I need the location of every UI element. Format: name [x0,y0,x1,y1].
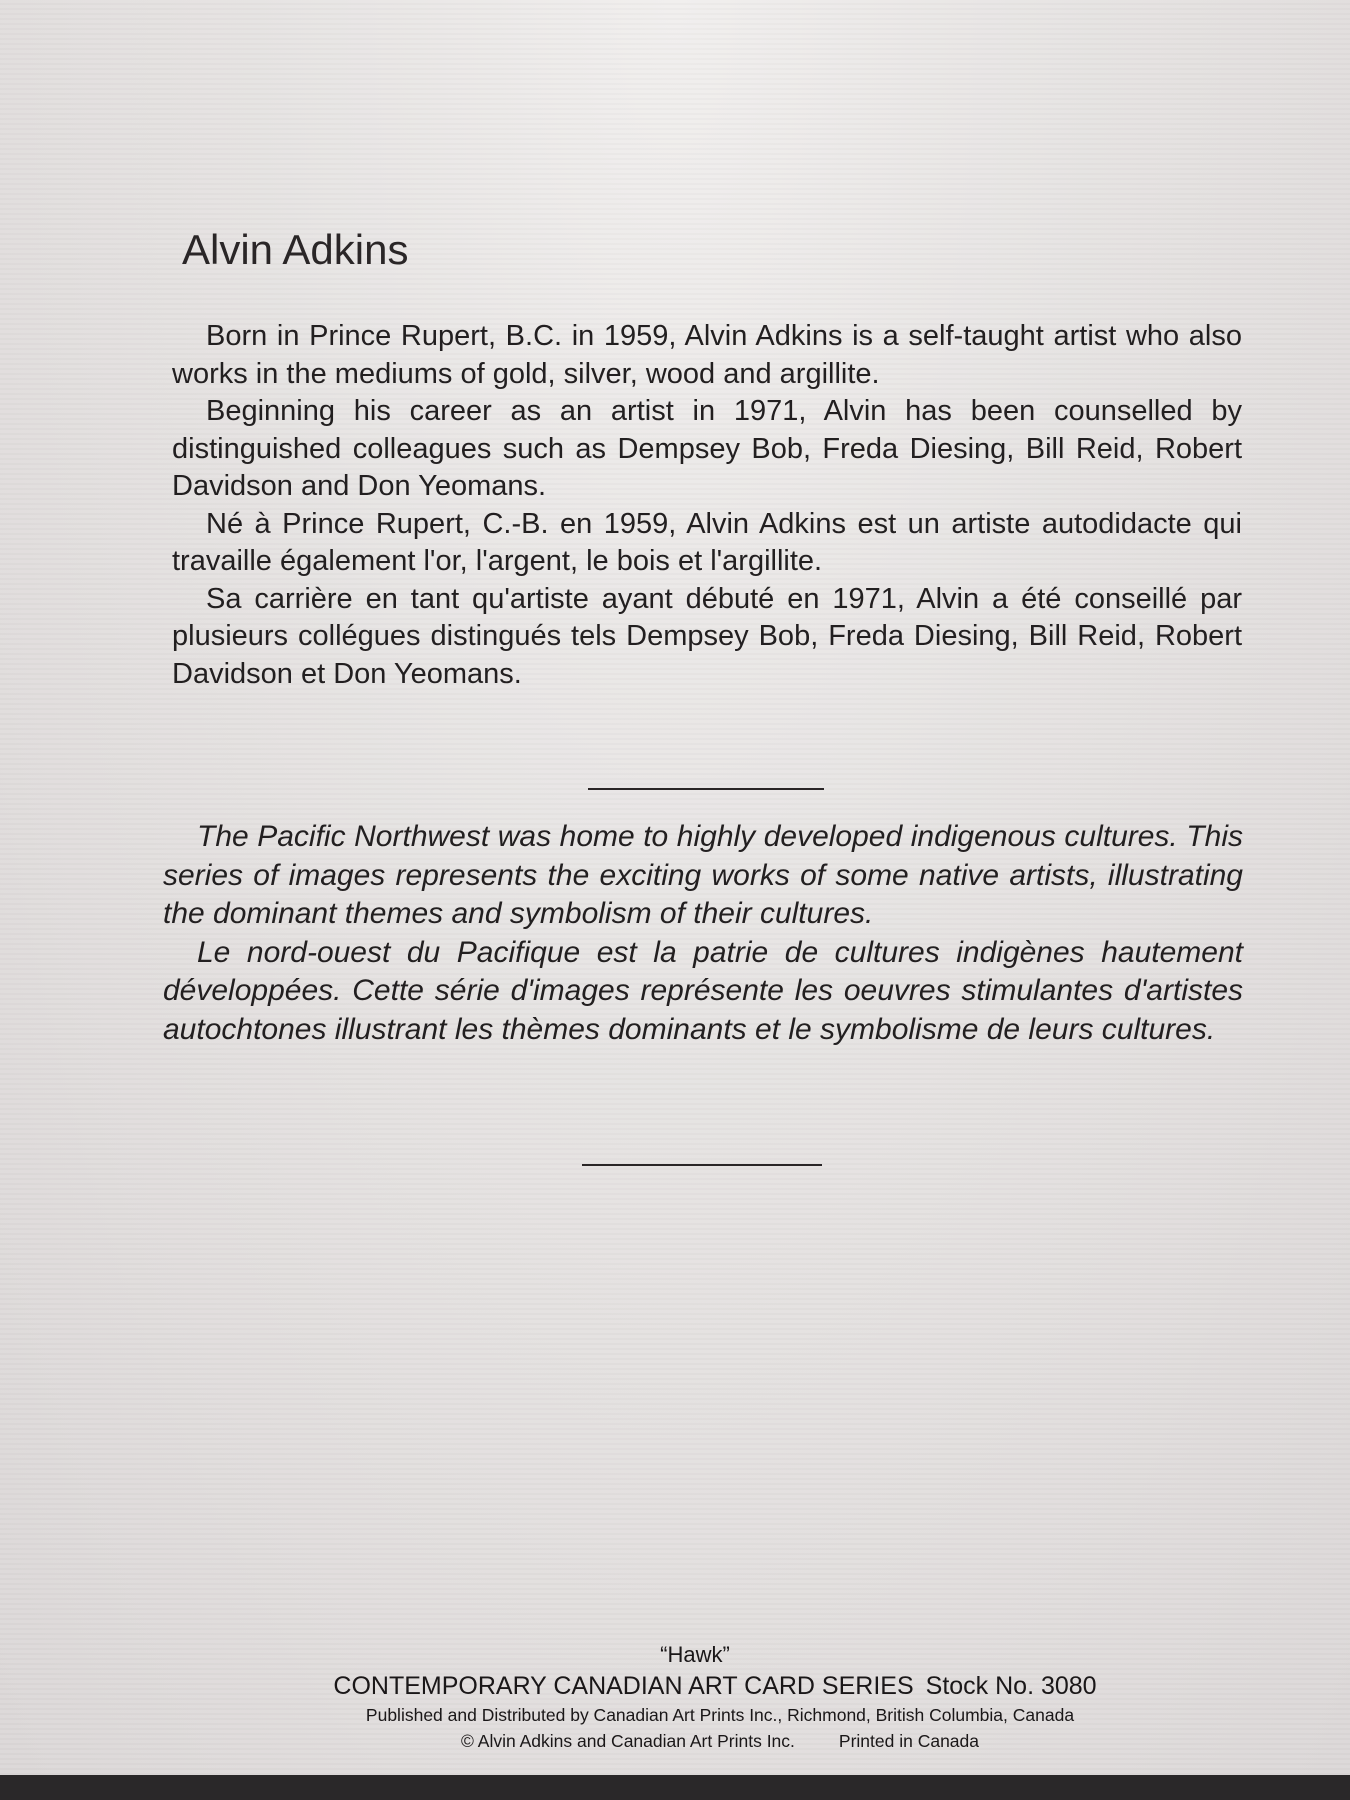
bio-paragraph-english-2: Beginning his career as an artist in 1971, Alvin has been counselled by distinguished colleagues such as Dempsey Bob, Freda Diesing, Bill Reid, Robert Davidson and Don Yeomans. [172,395,1242,502]
bio-paragraph-french-2: Sa carrière en tant qu'artiste ayant débuté en 1971, Alvin a été conseillé par plusieurs collégues distingués tels Dempsey Bob, Freda Diesing, Bill Reid, Robert Davidson et Don Yeomans. [172,582,1242,690]
series-line [80,1670,1350,1702]
card-footer [0,1640,1350,1754]
series-intro-english: The Pacific Northwest was home to highly developed indigenous cultures. This series of images represents the exciting works of some native artists, illustrating the dominant themes and symbolism of their cultures. [163,820,1243,930]
divider-line [582,1164,822,1166]
bio-paragraph-english-1: Born in Prince Rupert, B.C. in 1959, Alvin Adkins is a self-taught artist who also works in the mediums of gold, silver, wood and argillite. [172,320,1242,390]
series-name: CONTEMPORARY CANADIAN ART CARD SERIES [333,1672,914,1700]
divider-line [588,788,824,790]
copyright-line: © Alvin Adkins and Canadian Art Prints Inc. [460,1731,795,1751]
series-intro-french: Le nord-ouest du Pacifique est la patrie de cultures indigènes hautement développées. Cette série d'images représente les oeuvres stimulantes d'artistes autochtones illustrant les thèmes dominants et le symbolisme de leurs cultures. [163,935,1243,1046]
publisher-line: Published and Distributed by Canadian Art Prints Inc., Richmond, British Columbia, Canada [365,1705,1075,1725]
artist-name-heading: Alvin Adkins [182,226,409,273]
printed-in-label: Printed in Canada [838,1731,980,1751]
artist-biography [172,318,1242,693]
artwork-title: “Hawk” [660,1642,730,1667]
stock-number: Stock No. 3080 [925,1672,1097,1700]
card-bottom-edge [0,1775,1350,1800]
copyright-line-row [90,1728,1350,1754]
series-introduction [163,818,1243,1049]
bio-paragraph-french-1: Né à Prince Rupert, C.-B. en 1959, Alvin Adkins est un artiste autodidacte qui travaille également l'or, l'argent, le bois et l'argillite. [172,507,1242,577]
